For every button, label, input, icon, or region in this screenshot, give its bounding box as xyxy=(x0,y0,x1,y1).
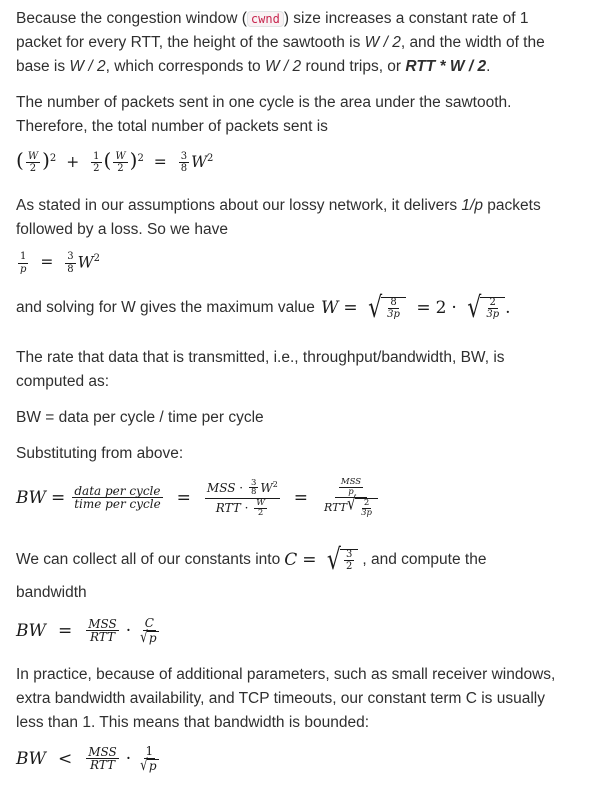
text: ) size increases a constant rate of 1 packet for every RTT, the height of the sawtooth is xyxy=(16,10,529,51)
one-over-p: 1/p xyxy=(461,197,483,214)
text: As stated in our assumptions about our lossy network, it delivers xyxy=(16,197,462,214)
equation-bw-c: BW = $\frac{\text{MSS}}{\text{RTT}}$ · C √ p xyxy=(16,616,157,646)
equation-c: C = √ $\frac{3}{2}$ xyxy=(284,548,358,572)
w-half: W / 2 xyxy=(69,58,106,75)
paragraph-practice: In practice, because of additional parameters, such as small receiver windows, extra bandwidth availability, and TCP timeouts, our constant term C is usually less than 1. This means that bandwidth is bounded: xyxy=(16,666,556,731)
rtt-term: RTT * W / 2 xyxy=(405,58,487,75)
equation-bw-bound: BW < $\frac{\text{MSS}}{\text{RTT}}$ · 1 √ p xyxy=(16,744,157,774)
text: , and compute the xyxy=(362,551,487,569)
equation-area: ( $\frac{W}{2}$ )$^2$ + $\frac{1}{2}$ ( $\frac{W}{2}$ )$^2$ = $\frac{3}{8}$ $W^2$ xyxy=(16,148,214,175)
paragraph-constants xyxy=(16,542,576,577)
text: round trips, or xyxy=(301,58,406,75)
paragraph-bw-def: BW = data per cycle / time per cycle xyxy=(16,409,264,426)
paragraph-rate: The rate that data that is transmitted, i.e., throughput/bandwidth, BW, is computed as: xyxy=(16,349,505,390)
paragraph-area: The number of packets sent in one cycle is the area under the sawtooth. Therefore, the total number of packets sent is xyxy=(16,94,512,135)
paragraph-lossy xyxy=(16,194,576,242)
equation-bw-derivation: BW = $\frac{\text{data per cycle}}{\text{time per cycle}}$ = MSS · $\frac{3}{8}$ $W^2$ RTT · $\frac{W}{2}$ = $\frac{\text{MSS}}{p}$ RTT √ $\frac{2}{3p}$ xyxy=(16,478,382,519)
paragraph-solve-w xyxy=(16,290,576,325)
text: . xyxy=(486,58,491,75)
paragraph-sawtooth xyxy=(16,7,576,79)
text: packets followed by a loss. So we have xyxy=(16,197,541,238)
text: We can collect all of our constants into xyxy=(16,551,281,569)
equation-w-max: W = √ $\frac{8}{3p}$ = 2 · √ $\frac{2}{3p}$ . xyxy=(320,290,511,325)
w-half: W / 2 xyxy=(264,58,302,75)
cwnd-code: cwnd xyxy=(247,11,284,27)
paragraph-bandwidth-word: bandwidth xyxy=(16,584,87,601)
w-half: W / 2 xyxy=(364,34,401,51)
paragraph-substituting: Substituting from above: xyxy=(16,445,184,462)
text: , which corresponds to xyxy=(105,58,265,75)
equation-loss: $\frac{1}{p}$ = $\frac{3}{8}$ $W^2$ xyxy=(20,251,100,275)
text: Because the congestion window ( xyxy=(16,10,247,27)
text: , and the width of the base is xyxy=(16,34,545,75)
text: and solving for W gives the maximum value xyxy=(16,299,315,317)
